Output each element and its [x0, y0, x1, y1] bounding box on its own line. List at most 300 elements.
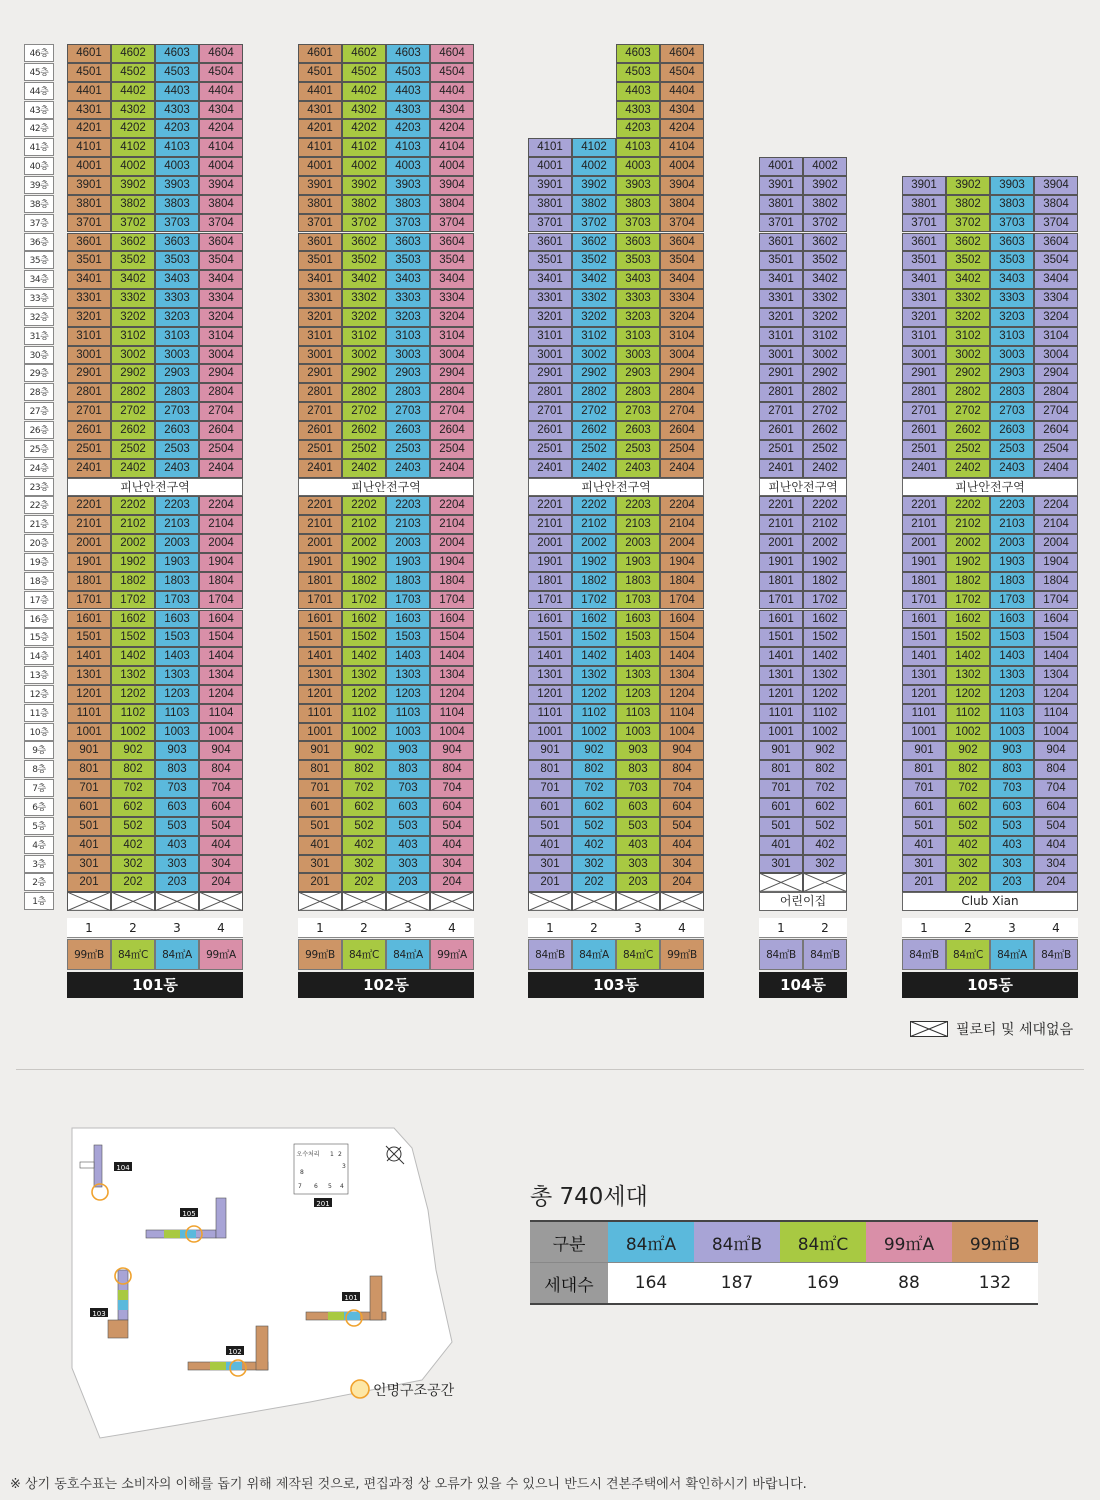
unit-cell: 2804	[430, 383, 474, 402]
unit-cell: 4102	[111, 138, 155, 157]
community-num: 5	[328, 1183, 332, 1190]
unit-cell: 201	[298, 873, 342, 892]
unit-cell: 3202	[803, 308, 847, 327]
line-number: 2	[111, 918, 155, 938]
unit-cell: 1404	[660, 647, 704, 666]
unit-cell: 2903	[616, 364, 660, 383]
unit-cell: 1302	[342, 666, 386, 685]
unit-cell: 702	[111, 779, 155, 798]
unit-cell: 4504	[199, 63, 243, 82]
unit-cell: 4603	[155, 44, 199, 63]
unit-cell: 3702	[111, 214, 155, 233]
unit-cell: 4001	[528, 157, 572, 176]
unit-cell: 1504	[1034, 628, 1078, 647]
unit-cell: 1701	[67, 591, 111, 610]
unit-cell: 1003	[155, 723, 199, 742]
unit-cell: 1102	[111, 704, 155, 723]
unit-cell: 1101	[298, 704, 342, 723]
unit-cell: 904	[430, 741, 474, 760]
unit-cell: 2002	[342, 534, 386, 553]
unit-cell: 4001	[298, 157, 342, 176]
unit-cell: 4101	[298, 138, 342, 157]
unit-cell: 3702	[946, 214, 990, 233]
unit-cell: 701	[67, 779, 111, 798]
unit-cell: 1501	[528, 628, 572, 647]
unit-cell: 2601	[902, 421, 946, 440]
unit-cell: 3704	[1034, 214, 1078, 233]
unit-cell: 2601	[67, 421, 111, 440]
summary-title: 총 740세대	[530, 1184, 648, 1210]
unit-cell: 2902	[803, 364, 847, 383]
unit-cell: 3603	[990, 233, 1034, 252]
unit-cell: 2704	[1034, 402, 1078, 421]
unit-cell: 2002	[572, 534, 616, 553]
unit-cell: 2101	[528, 515, 572, 534]
unit-type-label: 84㎡A	[572, 939, 616, 970]
unit-cell: 1902	[803, 553, 847, 572]
unit-cell: 4502	[111, 63, 155, 82]
unit-cell: 803	[155, 760, 199, 779]
unit-cell: 2504	[1034, 440, 1078, 459]
unit-cell: 903	[616, 741, 660, 760]
unit-cell: 702	[342, 779, 386, 798]
unit-cell: 3101	[902, 327, 946, 346]
unit-cell: 1401	[67, 647, 111, 666]
line-number: 1	[759, 918, 803, 938]
unit-cell: 604	[660, 798, 704, 817]
divider	[16, 1069, 1084, 1070]
unit-cell: 202	[342, 873, 386, 892]
unit-cell: 602	[946, 798, 990, 817]
unit-cell: 2601	[298, 421, 342, 440]
unit-cell: 1304	[199, 666, 243, 685]
unit-cell: 1704	[1034, 591, 1078, 610]
unit-cell: 2001	[902, 534, 946, 553]
floor-label: 27층	[24, 402, 54, 420]
unit-cell: 3001	[298, 346, 342, 365]
unit-cell: 2801	[759, 383, 803, 402]
unit-cell: 2404	[1034, 459, 1078, 478]
unit-cell: 1304	[430, 666, 474, 685]
unit-cell: 3002	[342, 346, 386, 365]
unit-cell: 3702	[803, 214, 847, 233]
building-name: 104동	[759, 972, 847, 998]
unit-cell: 2501	[67, 440, 111, 459]
unit-cell: 3803	[155, 195, 199, 214]
unit-cell: 4404	[430, 82, 474, 101]
unit-cell: 1101	[67, 704, 111, 723]
site-label-104: 104	[116, 1164, 130, 1172]
floor-label: 30층	[24, 346, 54, 364]
floor-label: 8층	[24, 760, 54, 778]
unit-cell: 4501	[67, 63, 111, 82]
unit-cell: 3302	[946, 289, 990, 308]
unit-cell: 3904	[660, 176, 704, 195]
piloti-x-icon	[910, 1021, 948, 1037]
floor-label: 45층	[24, 63, 54, 81]
unit-cell: 2503	[155, 440, 199, 459]
unit-cell: 2703	[155, 402, 199, 421]
unit-cell: 1902	[946, 553, 990, 572]
unit-cell: 2402	[803, 459, 847, 478]
unit-cell: 3302	[803, 289, 847, 308]
floor-label: 28층	[24, 383, 54, 401]
refuge-zone: 피난안전구역	[528, 478, 704, 497]
unit-cell: 2102	[342, 515, 386, 534]
unit-cell: 3702	[342, 214, 386, 233]
unit-cell: 3501	[902, 251, 946, 270]
unit-cell: 1801	[759, 572, 803, 591]
unit-cell: 2401	[67, 459, 111, 478]
unit-cell: 1603	[155, 610, 199, 629]
unit-cell: 402	[342, 836, 386, 855]
unit-cell: 1403	[155, 647, 199, 666]
unit-cell: 4202	[111, 119, 155, 138]
community-num: 3	[342, 1163, 346, 1170]
unit-cell: 602	[572, 798, 616, 817]
unit-cell: 1201	[528, 685, 572, 704]
unit-cell: 1201	[298, 685, 342, 704]
unit-cell: 1301	[298, 666, 342, 685]
unit-cell: 2801	[902, 383, 946, 402]
unit-cell: 1604	[430, 610, 474, 629]
unit-cell: 4303	[616, 101, 660, 120]
floor-label: 20층	[24, 534, 54, 552]
unit-cell: 3804	[430, 195, 474, 214]
unit-cell: 2601	[759, 421, 803, 440]
unit-cell: 304	[199, 855, 243, 874]
unit-cell: 3101	[759, 327, 803, 346]
unit-cell: 3803	[990, 195, 1034, 214]
line-number: 3	[386, 918, 430, 938]
unit-cell: 4502	[342, 63, 386, 82]
unit-cell: 1701	[759, 591, 803, 610]
floor-label: 32층	[24, 308, 54, 326]
unit-cell: 2104	[1034, 515, 1078, 534]
unit-cell: 1401	[759, 647, 803, 666]
unit-cell: 1304	[660, 666, 704, 685]
unit-cell: 1604	[660, 610, 704, 629]
unit-cell: 3902	[111, 176, 155, 195]
unit-cell: 1302	[946, 666, 990, 685]
unit-cell: 1201	[67, 685, 111, 704]
unit-cell: 3302	[572, 289, 616, 308]
unit-cell: 1301	[528, 666, 572, 685]
unit-cell: 1503	[155, 628, 199, 647]
unit-cell: 1302	[803, 666, 847, 685]
unit-cell: 4104	[430, 138, 474, 157]
unit-cell: 4401	[67, 82, 111, 101]
unit-cell: 3303	[155, 289, 199, 308]
unit-cell: 3703	[990, 214, 1034, 233]
unit-cell: 4303	[386, 101, 430, 120]
unit-cell: 2203	[990, 496, 1034, 515]
unit-cell: 603	[386, 798, 430, 817]
site-plan-drawing	[60, 1120, 480, 1450]
unit-cell: 3604	[430, 233, 474, 252]
unit-cell: 902	[803, 741, 847, 760]
unit-cell: 3402	[803, 270, 847, 289]
unit-cell: 4104	[660, 138, 704, 157]
unit-cell: 803	[386, 760, 430, 779]
unit-cell: 1701	[528, 591, 572, 610]
unit-cell: 3502	[803, 251, 847, 270]
unit-cell: 1604	[199, 610, 243, 629]
unit-cell: 1903	[155, 553, 199, 572]
unit-cell: 3102	[803, 327, 847, 346]
unit-cell: 2602	[342, 421, 386, 440]
unit-cell: 3004	[660, 346, 704, 365]
unit-cell: 2201	[298, 496, 342, 515]
unit-cell: 1301	[902, 666, 946, 685]
unit-cell: 804	[430, 760, 474, 779]
unit-cell: 1501	[298, 628, 342, 647]
unit-cell: 2201	[759, 496, 803, 515]
unit-cell: 1502	[342, 628, 386, 647]
unit-cell: 3804	[1034, 195, 1078, 214]
unit-cell: 3701	[759, 214, 803, 233]
unit-cell: 4402	[342, 82, 386, 101]
unit-cell: 2503	[616, 440, 660, 459]
unit-cell: 803	[616, 760, 660, 779]
unit-cell: 3803	[616, 195, 660, 214]
unit-cell: 3801	[528, 195, 572, 214]
unit-type-label: 84㎡B	[1034, 939, 1078, 970]
community-num: 6	[314, 1183, 318, 1190]
unit-cell: 504	[430, 817, 474, 836]
unit-cell: 2603	[990, 421, 1034, 440]
unit-cell: 2803	[616, 383, 660, 402]
unit-cell: 1501	[67, 628, 111, 647]
unit-cell: 1204	[430, 685, 474, 704]
unit-cell: 1601	[902, 610, 946, 629]
unit-cell: 3802	[342, 195, 386, 214]
unit-cell: 1703	[386, 591, 430, 610]
summary-type-row	[530, 1221, 1038, 1263]
floor-label: 31층	[24, 327, 54, 345]
unit-cell: 1704	[430, 591, 474, 610]
unit-cell: 2103	[155, 515, 199, 534]
unit-cell: 3402	[111, 270, 155, 289]
unit-cell: 2204	[660, 496, 704, 515]
unit-cell: 501	[759, 817, 803, 836]
unit-cell: 2703	[990, 402, 1034, 421]
unit-cell: 3904	[199, 176, 243, 195]
unit-cell: 1204	[199, 685, 243, 704]
unit-cell: 1203	[386, 685, 430, 704]
unit-cell: 1504	[199, 628, 243, 647]
unit-cell: 3801	[759, 195, 803, 214]
unit-cell: 2901	[298, 364, 342, 383]
unit-cell: 2001	[298, 534, 342, 553]
site-label-102: 102	[228, 1348, 242, 1356]
summary-count-row	[530, 1263, 1038, 1305]
site-label-105: 105	[182, 1210, 196, 1218]
unit-cell: 3802	[572, 195, 616, 214]
unit-cell: 1001	[902, 723, 946, 742]
unit-cell: 1103	[990, 704, 1034, 723]
line-number: 4	[1034, 918, 1078, 938]
unit-cell: 1904	[660, 553, 704, 572]
unit-cell: 3003	[990, 346, 1034, 365]
unit-cell: 1404	[199, 647, 243, 666]
unit-cell: 1601	[67, 610, 111, 629]
unit-cell: 2101	[759, 515, 803, 534]
unit-cell: 502	[946, 817, 990, 836]
unit-cell: 3203	[616, 308, 660, 327]
unit-cell: 1802	[946, 572, 990, 591]
unit-cell: 1003	[386, 723, 430, 742]
type-header: 99㎡B	[952, 1221, 1038, 1263]
unit-cell: 4003	[616, 157, 660, 176]
site-map	[60, 1120, 480, 1450]
unit-cell: 3401	[528, 270, 572, 289]
unit-cell: 2701	[528, 402, 572, 421]
unit-cell: 4604	[430, 44, 474, 63]
unit-cell: 3701	[67, 214, 111, 233]
unit-cell: 3403	[386, 270, 430, 289]
unit-cell: 3904	[430, 176, 474, 195]
unit-cell: 4401	[298, 82, 342, 101]
unit-cell: 504	[1034, 817, 1078, 836]
unit-cell: 1804	[199, 572, 243, 591]
unit-cell: 3301	[902, 289, 946, 308]
unit-cell: 503	[990, 817, 1034, 836]
unit-cell: 4003	[155, 157, 199, 176]
unit-cell: 2704	[430, 402, 474, 421]
unit-cell: 2501	[759, 440, 803, 459]
unit-cell: 3303	[386, 289, 430, 308]
unit-cell: 4103	[386, 138, 430, 157]
unit-cell: 1004	[660, 723, 704, 742]
unit-cell: 1601	[298, 610, 342, 629]
unit-cell: 901	[67, 741, 111, 760]
unit-cell: 3704	[199, 214, 243, 233]
unit-cell: 401	[528, 836, 572, 855]
unit-cell: 3401	[902, 270, 946, 289]
piloti-x-icon	[199, 892, 243, 911]
unit-cell: 3603	[616, 233, 660, 252]
unit-cell: 2503	[990, 440, 1034, 459]
unit-cell: 3304	[660, 289, 704, 308]
unit-cell: 302	[111, 855, 155, 874]
unit-cell: 3802	[803, 195, 847, 214]
row-header-count: 세대수	[530, 1263, 608, 1305]
unit-cell: 1904	[1034, 553, 1078, 572]
unit-cell: 1001	[298, 723, 342, 742]
unit-cell: 903	[386, 741, 430, 760]
unit-cell: 302	[946, 855, 990, 874]
unit-cell: 2101	[67, 515, 111, 534]
unit-cell: 2901	[759, 364, 803, 383]
unit-cell: 802	[111, 760, 155, 779]
floor-label: 1층	[24, 892, 54, 910]
unit-cell: 1901	[528, 553, 572, 572]
piloti-x-icon	[342, 892, 386, 911]
unit-cell: 2901	[67, 364, 111, 383]
unit-type-label: 84㎡B	[528, 939, 572, 970]
piloti-x-icon	[430, 892, 474, 911]
floor-label: 35층	[24, 251, 54, 269]
unit-cell: 902	[342, 741, 386, 760]
unit-cell: 4403	[155, 82, 199, 101]
unit-cell: 1003	[616, 723, 660, 742]
unit-cell: 3303	[616, 289, 660, 308]
unit-cell: 2504	[430, 440, 474, 459]
unit-cell: 1002	[342, 723, 386, 742]
unit-cell: 3202	[111, 308, 155, 327]
legend-label: 필로티 및 세대없음	[956, 1022, 1074, 1038]
unit-cell: 3502	[342, 251, 386, 270]
unit-cell: 202	[111, 873, 155, 892]
unit-cell: 4403	[386, 82, 430, 101]
unit-cell: 804	[199, 760, 243, 779]
unit-cell: 403	[386, 836, 430, 855]
unit-cell: 1802	[803, 572, 847, 591]
unit-cell: 404	[430, 836, 474, 855]
unit-cell: 4004	[199, 157, 243, 176]
unit-cell: 4002	[111, 157, 155, 176]
unit-cell: 2602	[946, 421, 990, 440]
unit-cell: 3801	[298, 195, 342, 214]
unit-cell: 1704	[660, 591, 704, 610]
unit-cell: 502	[803, 817, 847, 836]
unit-cell: 2204	[430, 496, 474, 515]
unit-cell: 204	[1034, 873, 1078, 892]
unit-cell: 1102	[572, 704, 616, 723]
ground-floor-facility: Club Xian	[902, 892, 1078, 911]
unit-cell: 501	[902, 817, 946, 836]
unit-cell: 3501	[759, 251, 803, 270]
unit-cell: 2504	[660, 440, 704, 459]
unit-cell: 2803	[386, 383, 430, 402]
unit-cell: 2502	[572, 440, 616, 459]
unit-cell: 1101	[528, 704, 572, 723]
line-number: 1	[902, 918, 946, 938]
unit-cell: 2802	[572, 383, 616, 402]
unit-cell: 401	[67, 836, 111, 855]
unit-cell: 4302	[342, 101, 386, 120]
piloti-x-icon	[298, 892, 342, 911]
unit-cell: 1703	[616, 591, 660, 610]
unit-cell: 704	[430, 779, 474, 798]
unit-cell: 2202	[946, 496, 990, 515]
unit-cell: 201	[902, 873, 946, 892]
unit-cell: 4301	[298, 101, 342, 120]
unit-cell: 1502	[111, 628, 155, 647]
unit-cell: 2201	[528, 496, 572, 515]
unit-cell: 3202	[342, 308, 386, 327]
unit-cell: 4204	[199, 119, 243, 138]
unit-cell: 1503	[990, 628, 1034, 647]
unit-cell: 3601	[902, 233, 946, 252]
unit-cell: 1204	[660, 685, 704, 704]
unit-cell: 4004	[660, 157, 704, 176]
unit-cell: 801	[759, 760, 803, 779]
unit-cell: 503	[386, 817, 430, 836]
unit-cell: 1202	[803, 685, 847, 704]
floor-label: 5층	[24, 817, 54, 835]
unit-cell: 4102	[572, 138, 616, 157]
unit-cell: 4204	[430, 119, 474, 138]
unit-cell: 4002	[572, 157, 616, 176]
unit-cell: 3404	[660, 270, 704, 289]
unit-cell: 3601	[759, 233, 803, 252]
unit-cell: 902	[572, 741, 616, 760]
unit-cell: 3103	[616, 327, 660, 346]
unit-cell: 3204	[430, 308, 474, 327]
unit-cell: 3604	[660, 233, 704, 252]
